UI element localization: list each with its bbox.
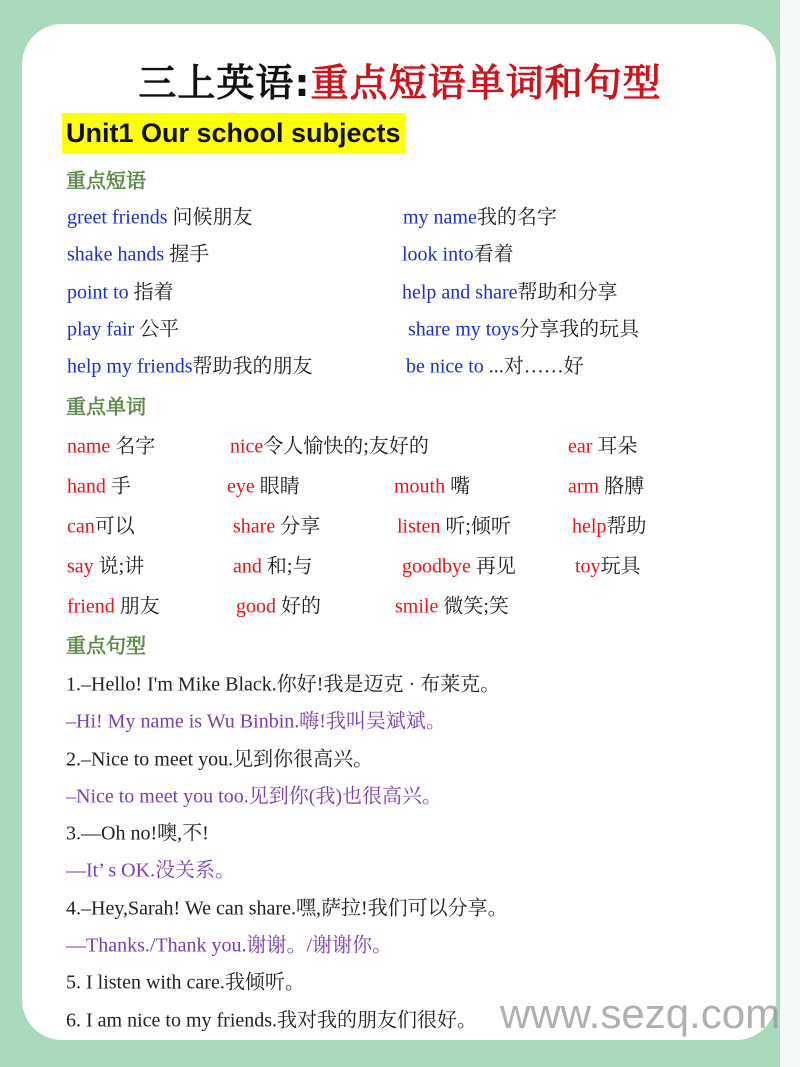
word-item-en: friend xyxy=(67,595,115,618)
phrase-item-zh: 指着 xyxy=(128,281,174,304)
word-item-zh: 微笑;笑 xyxy=(438,595,509,618)
word-item xyxy=(233,510,320,539)
page-title xyxy=(0,52,800,107)
phrase-item-zh: 分享我的玩具 xyxy=(519,318,640,341)
phrase-item-en: point to xyxy=(67,281,129,304)
word-item-zh: 令人愉快的;友好的 xyxy=(263,435,429,458)
word-item xyxy=(230,430,429,459)
phrase-item-en: help my friends xyxy=(67,355,193,378)
word-item-zh: 和;与 xyxy=(261,555,313,578)
title-main: 重点短语单词和句型 xyxy=(310,61,662,105)
word-item-en: and xyxy=(233,555,262,578)
phrase-item-zh: 我的名字 xyxy=(476,206,557,229)
sentence-line: 2.–Nice to meet you.见到你很高兴。 xyxy=(66,748,374,771)
word-item xyxy=(67,590,160,619)
phrase-item-zh: ...对……好 xyxy=(483,355,584,378)
word-item-en: smile xyxy=(395,595,439,618)
right-edge xyxy=(780,0,800,1067)
word-item-en: share xyxy=(233,515,276,538)
sentence-answer: —It’ s OK.没关系。 xyxy=(66,859,236,882)
word-item-zh: 胳膊 xyxy=(599,475,645,498)
phrase-item-zh: 看着 xyxy=(473,243,514,266)
word-item-en: name xyxy=(67,435,111,458)
phrase-item xyxy=(408,313,639,342)
word-item-zh: 说;讲 xyxy=(93,555,145,578)
phrase-item-en: my name xyxy=(403,206,477,229)
word-item-zh: 嘴 xyxy=(445,475,471,498)
unit-heading: Unit1 Our school subjects xyxy=(62,113,405,153)
phrase-item-zh: 帮助我的朋友 xyxy=(192,355,313,378)
word-item xyxy=(233,550,312,579)
word-item xyxy=(568,470,644,499)
word-item xyxy=(67,550,144,579)
word-item xyxy=(395,590,509,619)
word-item xyxy=(67,430,155,459)
word-item xyxy=(394,470,470,499)
phrase-item-en: help and share xyxy=(402,281,518,304)
phrase-item-zh: 帮助和分享 xyxy=(517,281,618,304)
phrase-item xyxy=(67,313,179,342)
sentence-line: 5. I listen with care.我倾听。 xyxy=(66,971,305,994)
word-item-zh: 朋友 xyxy=(114,595,160,618)
word-item-en: can xyxy=(67,515,95,538)
sentence-line: 1.–Hello! I'm Mike Black.你好!我是迈克 · 布莱克。 xyxy=(66,673,501,696)
word-item-zh: 耳朵 xyxy=(592,435,638,458)
word-item xyxy=(227,470,300,499)
phrase-item-zh: 公平 xyxy=(134,318,180,341)
word-item-en: say xyxy=(67,555,94,578)
word-item-en: ear xyxy=(568,435,593,458)
word-item-zh: 听;倾听 xyxy=(440,515,511,538)
sentence-line: 6. I am nice to my friends.我对我的朋友们很好。 xyxy=(66,1009,478,1032)
word-item-zh: 眼睛 xyxy=(254,475,300,498)
phrase-item xyxy=(403,201,557,230)
word-item-en: good xyxy=(236,595,276,618)
sentence-answer: ––Thanks./Thank you.谢谢。/谢谢你。 xyxy=(66,934,393,957)
phrase-item xyxy=(402,238,514,267)
word-item xyxy=(67,470,131,499)
word-item-zh: 帮助 xyxy=(606,515,647,538)
sentence-answer: –Hi! My name is Wu Binbin.嗨!我叫吴斌斌。 xyxy=(66,710,446,733)
phrase-item-en: shake hands xyxy=(67,243,165,266)
phrase-item-en: greet friends xyxy=(67,206,168,229)
word-item-en: mouth xyxy=(394,475,446,498)
word-item-zh: 玩具 xyxy=(600,555,641,578)
phrase-item xyxy=(406,350,584,379)
word-item xyxy=(236,590,321,619)
word-item xyxy=(67,510,135,539)
word-item-zh: 手 xyxy=(105,475,131,498)
word-item-en: help xyxy=(572,515,607,538)
word-item xyxy=(402,550,516,579)
word-item-zh: 再见 xyxy=(470,555,516,578)
phrase-item-en: share my toys xyxy=(408,318,520,341)
sentence-line: 3.—Oh no!噢,不! xyxy=(66,822,209,845)
phrase-item xyxy=(67,276,174,305)
sentence-line: 4.–Hey,Sarah! We can share.嘿,萨拉!我们可以分享。 xyxy=(66,897,508,920)
section-words: 重点单词 xyxy=(66,394,146,419)
phrase-item-en: be nice to xyxy=(406,355,484,378)
phrase-item xyxy=(67,350,313,379)
word-item xyxy=(572,510,646,539)
word-item-en: toy xyxy=(575,555,601,578)
phrase-item-en: look into xyxy=(402,243,474,266)
phrase-item-en: play fair xyxy=(67,318,135,341)
phrase-item-zh: 握手 xyxy=(164,243,210,266)
phrase-item-zh: 问候朋友 xyxy=(167,206,253,229)
section-sentences: 重点句型 xyxy=(66,633,146,658)
sentence-answer: –Nice to meet you too.见到你(我)也很高兴。 xyxy=(66,785,443,808)
word-item-zh: 好的 xyxy=(276,595,321,618)
phrase-item xyxy=(402,276,618,305)
phrase-item xyxy=(67,201,253,230)
word-item-zh: 可以 xyxy=(94,515,135,538)
word-item-zh: 分享 xyxy=(275,515,321,538)
word-item-en: listen xyxy=(397,515,441,538)
word-item-en: nice xyxy=(230,435,264,458)
word-item-en: arm xyxy=(568,475,600,498)
phrase-item xyxy=(67,238,209,267)
word-item-zh: 名字 xyxy=(110,435,156,458)
section-phrases: 重点短语 xyxy=(66,168,146,193)
word-item-en: eye xyxy=(227,475,255,498)
word-item xyxy=(397,510,511,539)
word-item-en: hand xyxy=(67,475,106,498)
word-item xyxy=(575,550,641,579)
watermark: www.sezq.com xyxy=(500,990,781,1037)
word-item xyxy=(568,430,637,459)
title-prefix: 三上英语: xyxy=(138,61,311,105)
word-item-en: goodbye xyxy=(402,555,471,578)
